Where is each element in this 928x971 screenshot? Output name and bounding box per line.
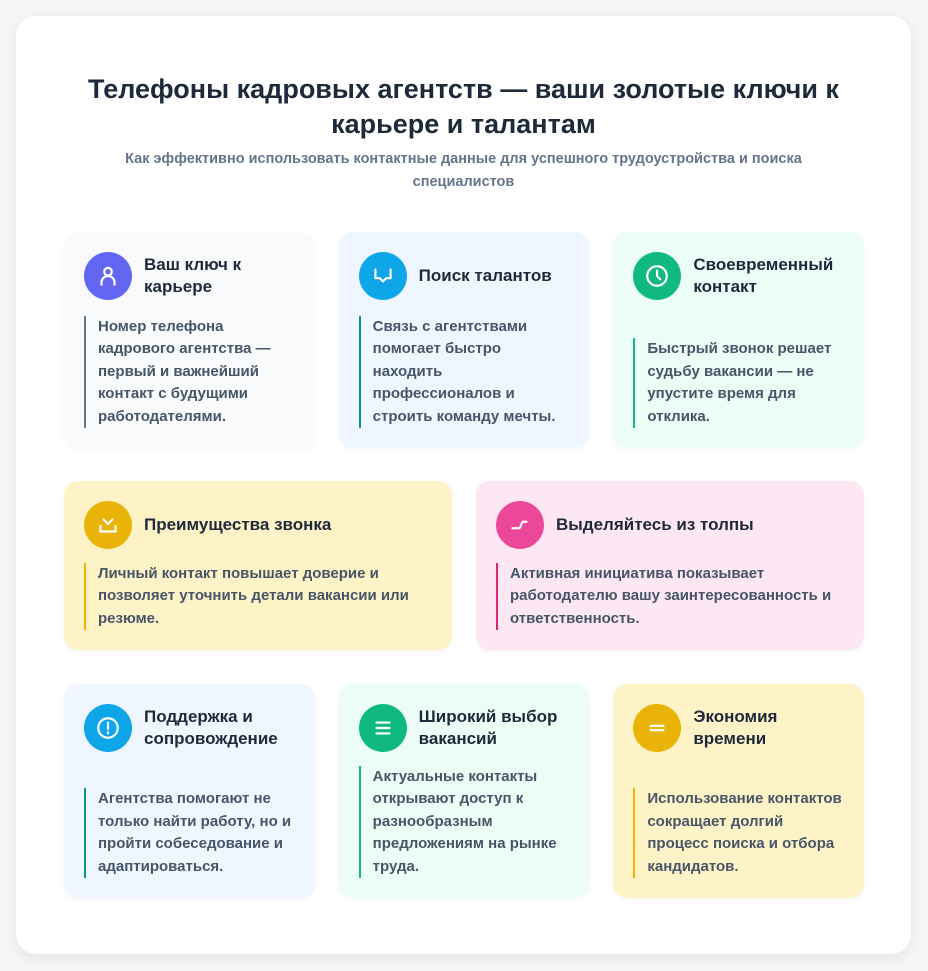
card-title: Выделяйтесь из толпы (556, 514, 754, 534)
feature-card (64, 232, 315, 448)
equals-icon (633, 704, 681, 752)
card-text: Номер телефона кадрового агентства — первый и важнейший контакт с будущими работодателями. (84, 316, 295, 429)
feature-card (339, 684, 590, 898)
card-title: Поиск талантов (418, 265, 552, 285)
feature-card (476, 481, 864, 650)
page-subtitle: Как эффективно использовать контактные данные для успешного трудоустройства и поиска специалистов (125, 151, 802, 190)
inbox-icon (359, 252, 407, 300)
card-title: Преимущества звонка (144, 514, 332, 534)
download-icon (84, 501, 132, 549)
clock-icon (633, 252, 681, 300)
card-text: Активная инициатива показывает работодателю вашу заинтересованность и ответственность. (496, 563, 844, 631)
step-icon (496, 501, 544, 549)
card-text: Связь с агентствами помогает быстро находить профессионалов и строить команду мечты. (359, 316, 570, 429)
card-title: Своевременный контакт (693, 254, 834, 296)
feature-card (64, 684, 315, 898)
page-title: Телефоны кадровых агентств — ваши золотые ключи к карьере и талантам (88, 74, 839, 139)
card-text: Личный контакт повышает доверие и позволяет уточнить детали вакансии или резюме. (84, 563, 432, 631)
card-text: Актуальные контакты открывают доступ к разнообразным предложениям на рынке труда. (359, 766, 570, 879)
alert-icon (84, 704, 132, 752)
feature-card (613, 232, 864, 448)
feature-card (613, 684, 864, 898)
list-icon (359, 704, 407, 752)
infographic-panel (16, 16, 911, 954)
card-text: Использование контактов сокращает долгий процесс поиска и отбора кандидатов. (633, 788, 844, 878)
card-text: Агентства помогают не только найти работу, но и пройти собеседование и адаптироваться. (84, 788, 295, 878)
card-text: Быстрый звонок решает судьбу вакансии — не упустите время для отклика. (633, 338, 844, 428)
person-icon (84, 252, 132, 300)
feature-card (64, 481, 452, 650)
card-title: Ваш ключ к карьере (144, 254, 242, 296)
card-title: Экономия времени (693, 706, 778, 748)
feature-card (339, 232, 590, 448)
card-title: Широкий выбор вакансий (418, 706, 558, 748)
card-title: Поддержка и сопровождение (144, 706, 278, 748)
